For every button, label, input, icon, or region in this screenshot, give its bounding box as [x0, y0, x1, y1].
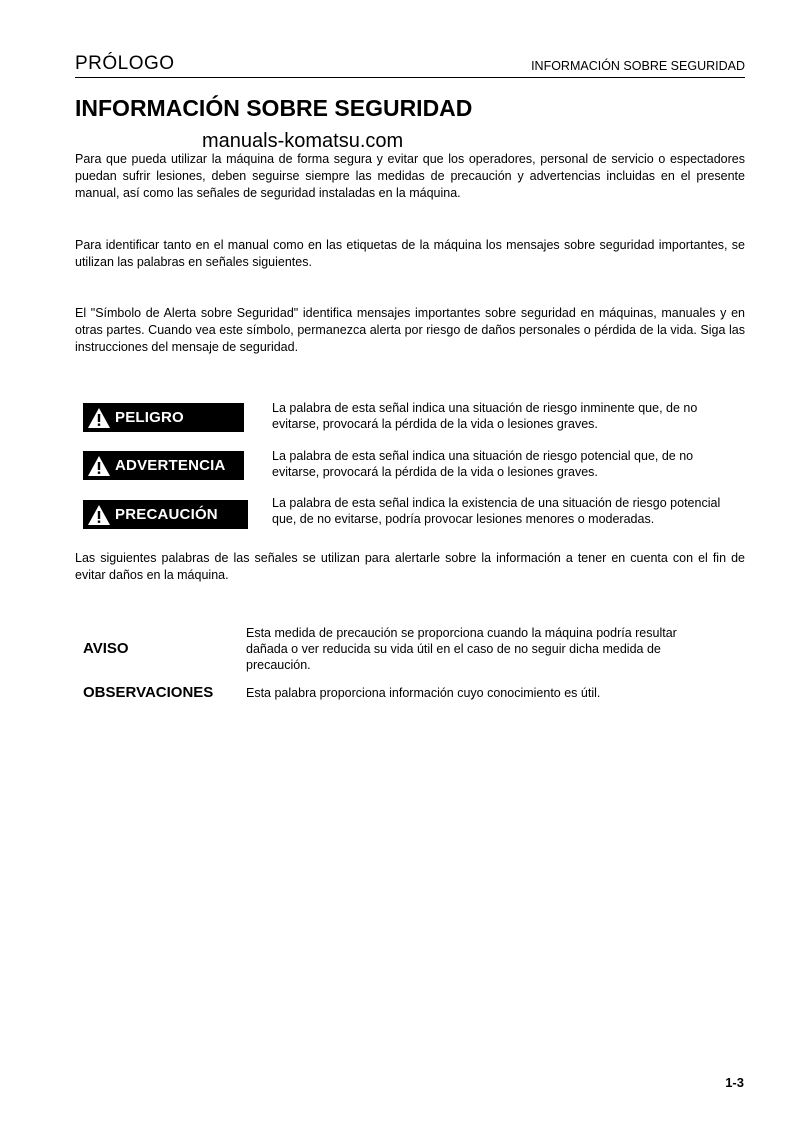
warning-triangle-icon: [83, 504, 115, 526]
watermark: manuals-komatsu.com: [202, 130, 404, 152]
alert-symbol-paragraph: El "Símbolo de Alerta sobre Seguridad" identifica mensajes importantes sobre seguridad en máquinas, manuales y en otras partes. Cuando vea este símbolo, permanezca alerta por riesgo de daños personales o pérdida de la vida. Siga las instrucciones del mensaje de seguridad.: [75, 306, 745, 354]
badge-label: PELIGRO: [115, 409, 184, 426]
header-divider: [75, 77, 745, 78]
badge-label: PRECAUCIÓN: [115, 506, 218, 523]
aviso-description: Esta medida de precaución se proporciona cuando la máquina podría resultar dañada o ver reducida su vida útil en el caso de no seguir dicha medida de precaución.: [246, 626, 677, 672]
observaciones-description: Esta palabra proporciona información cuyo conocimiento es útil.: [246, 686, 601, 700]
badge-label: ADVERTENCIA: [115, 457, 226, 474]
machine-damage-paragraph: Las siguientes palabras de las señales se utilizan para alertarle sobre la información a tener en cuenta con el fin de evitar daños en la máquina.: [75, 551, 745, 582]
warning-triangle-icon: [83, 455, 115, 477]
header-topic: INFORMACIÓN SOBRE SEGURIDAD: [531, 59, 745, 73]
term-aviso: AVISO: [83, 640, 129, 657]
page-number: 1-3: [725, 1075, 744, 1090]
intro-paragraph: Para que pueda utilizar la máquina de forma segura y evitar que los operadores, personal de servicio o espectadores puedan sufrir lesiones, deben seguirse siempre las medidas de precaución y advertencias incluidas en el presente manual, así como las señales de seguridad instaladas en la máquina.: [75, 152, 745, 200]
peligro-description: La palabra de esta señal indica una situación de riesgo inminente que, de no evitarse, provocará la pérdida de la vida o lesiones graves.: [272, 401, 698, 431]
precaucion-description: La palabra de esta señal indica la existencia de una situación de riesgo potencial que, de no evitarse, podría provocar lesiones menores o moderadas.: [272, 496, 721, 526]
page-title: INFORMACIÓN SOBRE SEGURIDAD: [75, 95, 473, 121]
header-section: PRÓLOGO: [75, 53, 175, 74]
signal-words-paragraph: Para identificar tanto en el manual como en las etiquetas de la máquina los mensajes sobre seguridad importantes, se utilizan las palabras en señales siguientes.: [75, 238, 745, 269]
badge-advertencia: [83, 451, 244, 480]
badge-peligro: [83, 403, 244, 432]
badge-precaucion: [83, 500, 248, 529]
warning-triangle-icon: [83, 407, 115, 429]
advertencia-description: La palabra de esta señal indica una situación de riesgo potencial que, de no evitarse, provocará la pérdida de la vida o lesiones graves.: [272, 449, 694, 479]
term-observaciones: OBSERVACIONES: [83, 684, 214, 701]
